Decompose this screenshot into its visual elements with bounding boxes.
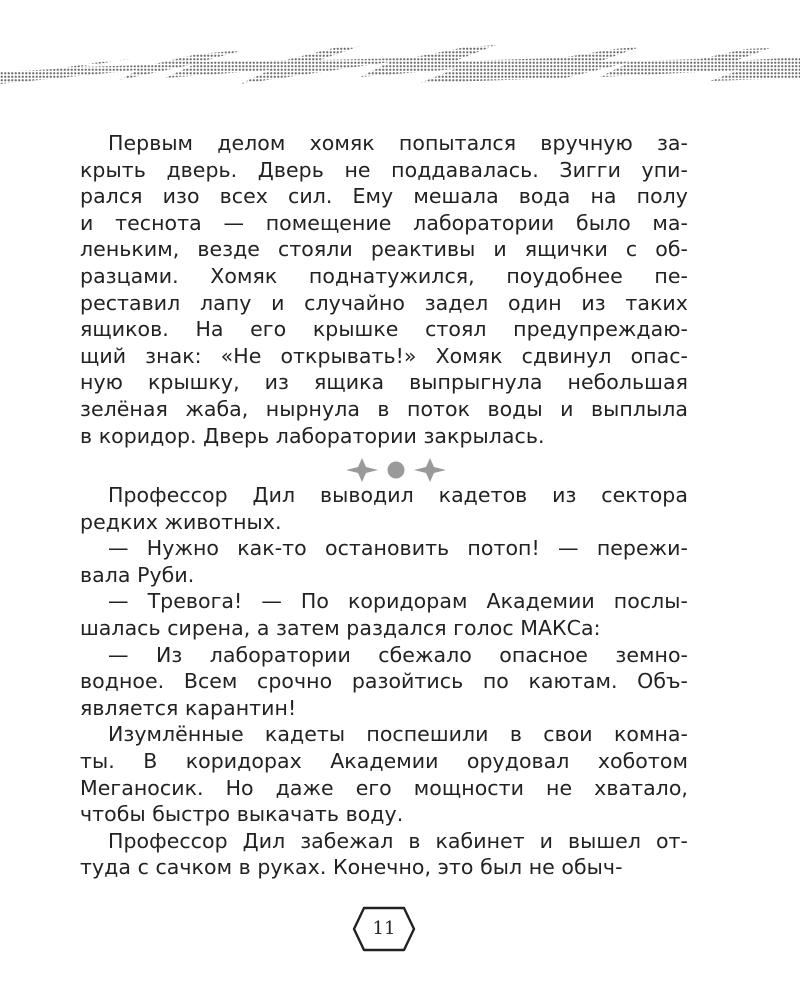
paragraph	[80, 642, 688, 722]
text-line: Изумлённые кадеты поспешили в свои комна-	[108, 722, 688, 747]
text-line: — Из лаборатории сбежало опасное земно-	[108, 642, 688, 667]
paragraph	[80, 588, 688, 641]
paragraph	[80, 828, 688, 881]
text-block-top	[80, 130, 688, 449]
text-line: реставил лапу и случайно задел один из таких	[80, 290, 688, 315]
paragraph	[80, 130, 688, 449]
text-line: и теснота — помещение лаборатории было ма-	[80, 210, 688, 235]
text-line: туда с сачком в руках. Конечно, это был не обыч-	[80, 855, 623, 880]
dot-icon	[388, 462, 405, 479]
text-line: вала Руби.	[80, 562, 195, 587]
text-line: является карантин!	[80, 695, 297, 720]
paragraph	[80, 482, 688, 535]
text-line: Первым делом хомяк попытался вручную за-	[108, 131, 688, 155]
text-line: разцами. Хомяк поднатужился, поудобнее пе-	[80, 263, 688, 288]
text-line: ты. В коридорах Академии орудовал хоботом	[80, 748, 688, 773]
page-number-badge	[352, 905, 416, 953]
text-line: — Тревога! — По коридорам Академии послы-	[108, 589, 688, 614]
ornament-separator	[340, 456, 452, 484]
text-line: чтобы быстро выкачать воду.	[80, 802, 404, 827]
text-line: — Нужно как-то остановить потоп! — пережи-	[108, 536, 688, 561]
star-left-icon	[346, 458, 378, 482]
text-line: в коридор. Дверь лаборатории закрылась.	[80, 423, 545, 448]
text-line: водное. Всем срочно разойтись по каютам. Объ-	[80, 669, 688, 694]
text-line: шалась сирена, а затем раздался голос МАКСа:	[80, 615, 601, 640]
text-line: рался изо всех сил. Ему мешала вода на полу	[80, 184, 688, 209]
star-right-icon	[414, 458, 446, 482]
text-line: леньким, везде стояли реактивы и ящички с об-	[80, 237, 688, 262]
text-line: Профессор Дил выводил кадетов из сектора	[108, 483, 688, 507]
paragraph	[80, 535, 688, 588]
decorative-top-border	[0, 40, 800, 110]
text-line: редких животных.	[80, 509, 282, 534]
text-line: крыть дверь. Дверь не поддавалась. Зигги упи-	[80, 157, 688, 182]
text-line: щий знак: «Не открывать!» Хомяк сдвинул опас-	[80, 343, 688, 368]
text-line: зелёная жаба, нырнула в поток воды и выплыла	[80, 396, 688, 421]
text-line: Профессор Дил забежал в кабинет и вышел от-	[108, 828, 688, 853]
page-number: 11	[372, 918, 396, 939]
text-line: ящиков. На его крышке стоял предупреждаю-	[80, 317, 688, 342]
text-line: ную крышку, из ящика выпрыгнула небольшая	[80, 370, 688, 395]
text-block-bottom	[80, 482, 688, 881]
text-line: Меганосик. Но даже его мощности не хватало,	[80, 775, 688, 800]
paragraph	[80, 721, 688, 827]
